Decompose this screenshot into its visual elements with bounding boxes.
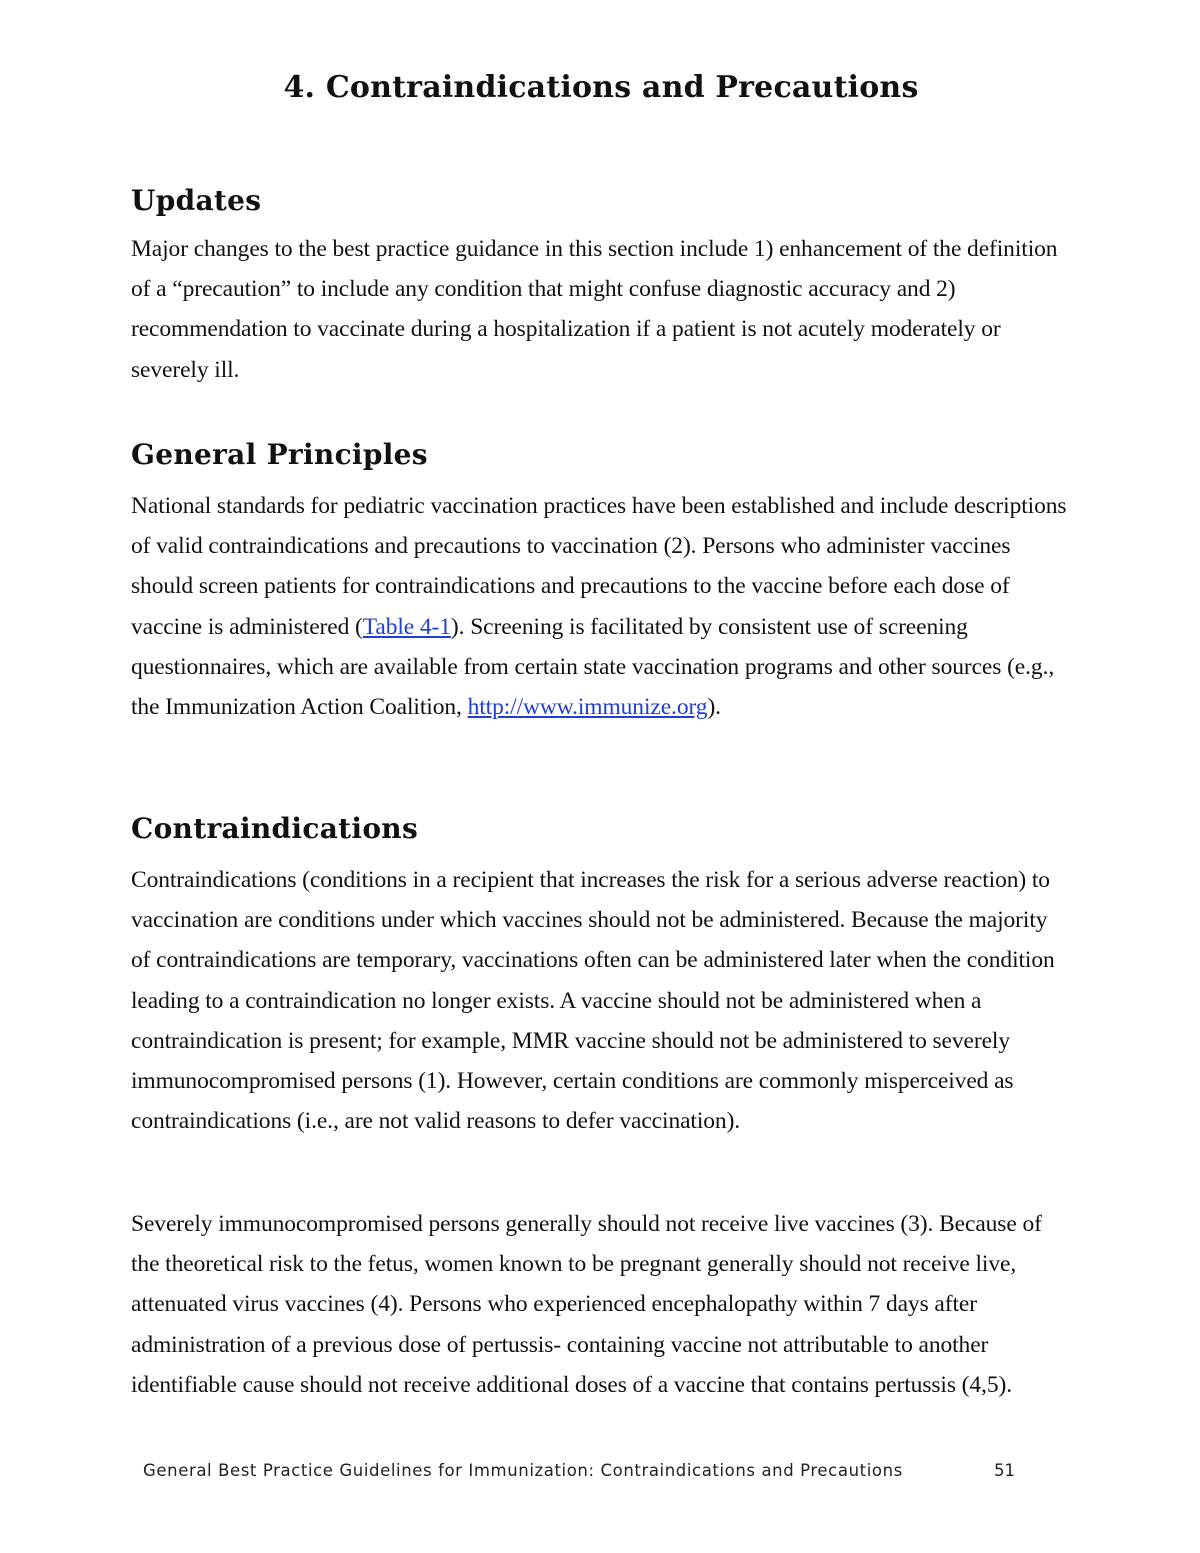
contraindications-heading: Contraindications	[131, 812, 419, 845]
updates-paragraph: Major changes to the best practice guidance in this section include 1) enhancement of the definition of a “precaution” to include any condition that might confuse diagnostic accuracy and 2) recommendation to vaccinate during a hospitalization if a patient is not acutely moderately or severely ill.	[131, 236, 1058, 383]
general-principles-text-2: ). Screening is facilitated by consistent use of screening questionnaires, which are available from certain state vaccination programs and other sources (e.g., the Immunization Action Coalition,	[131, 613, 1055, 721]
contraindications-paragraph-2: Severely immunocompromised persons generally should not receive live vaccines (3). Because of the theoretical risk to the fetus, women known to be pregnant generally should not receive live, attenuated virus vaccines (4). Persons who experienced encephalopathy within 7 days after administration of a previous dose of pertussis- containing vaccine not attributable to another identifiable cause should not receive additional doses of a vaccine that contains pertussis (4,5).	[131, 1211, 1042, 1398]
page-title: 4. Contraindications and Precautions	[283, 70, 919, 105]
immunize-org-link[interactable]: http://www.immunize.org	[467, 694, 708, 721]
updates-heading: Updates	[131, 184, 262, 217]
contraindications-paragraph-1: Contraindications (conditions in a recipient that increases the risk for a serious adverse reaction) to vaccination are conditions under which vaccines should not be administered. Because the majority of contraindications are temporary, vaccinations often can be administered later when the condition leading to a contraindication no longer exists. A vaccine should not be administered when a contraindication is present; for example, MMR vaccine should not be administered to severely immunocompromised persons (1). However, certain conditions are commonly misperceived as contraindications (i.e., are not valid reasons to defer vaccination).	[131, 867, 1055, 1135]
general-principles-text-3: ).	[707, 694, 721, 721]
table-4-1-link[interactable]: Table 4-1	[362, 613, 451, 640]
general-principles-paragraph	[131, 486, 1071, 727]
general-principles-text-1: National standards for pediatric vaccination practices have been established and include descriptions of valid contraindications and precautions to vaccination (2). Persons who administer vaccines should screen patients for contraindications and precautions to the vaccine before each dose of vaccine is administered (	[131, 493, 1067, 640]
footer-title: General Best Practice Guidelines for Immunization: Contraindications and Precautions	[143, 1461, 903, 1480]
page-number: 51	[994, 1461, 1015, 1480]
general-principles-heading: General Principles	[131, 438, 428, 471]
